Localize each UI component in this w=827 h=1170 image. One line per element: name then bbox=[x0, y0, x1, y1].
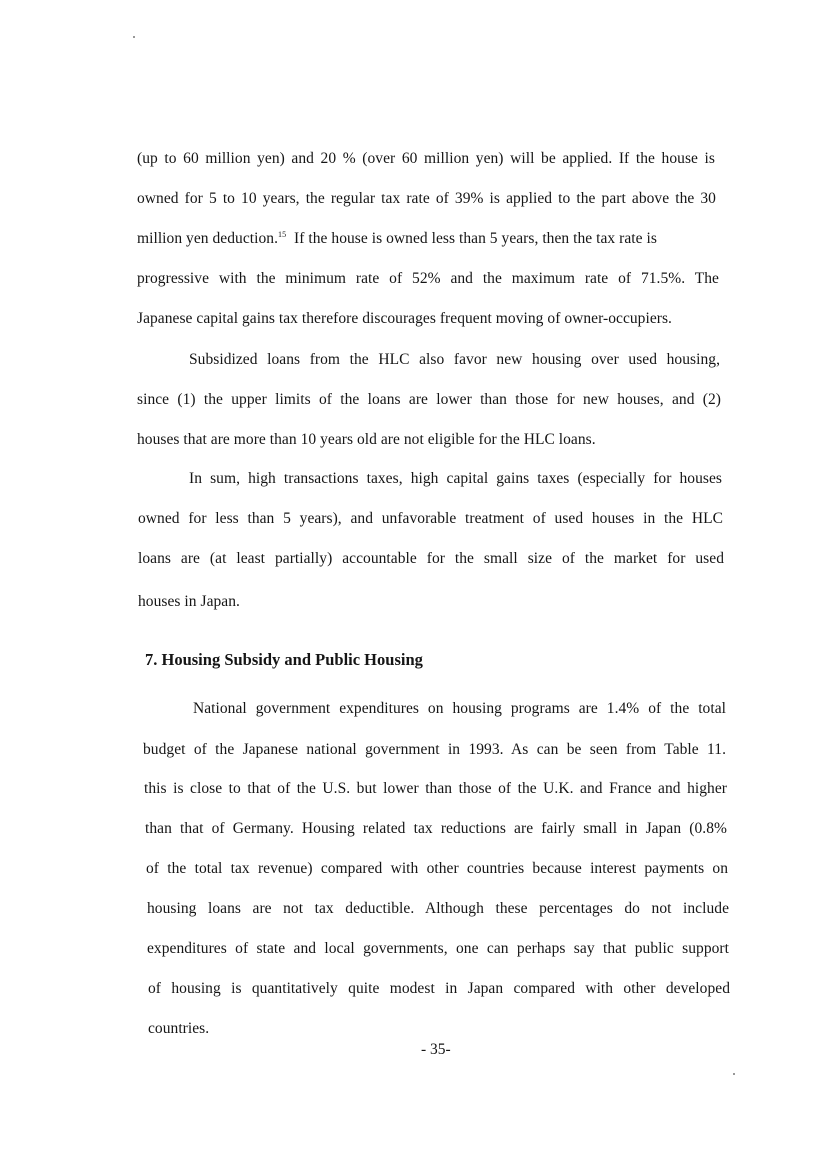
body-text-line: Subsidized loans from the HLC also favor new housing over used housing, bbox=[189, 351, 720, 368]
body-text-line: progressive with the minimum rate of 52% and the maximum rate of 71.5%. The bbox=[137, 270, 719, 287]
body-text-line: National government expenditures on housing programs are 1.4% of the total bbox=[193, 700, 726, 717]
body-text-line: houses in Japan. bbox=[138, 593, 240, 610]
body-text-line: In sum, high transactions taxes, high capital gains taxes (especially for houses bbox=[189, 470, 722, 487]
body-text-line: this is close to that of the U.S. but lower than those of the U.K. and France and higher bbox=[144, 780, 727, 797]
section-heading: 7. Housing Subsidy and Public Housing bbox=[145, 650, 423, 669]
body-text-line: loans are (at least partially) accountable for the small size of the market for used bbox=[138, 550, 724, 567]
footnote-reference: 15 bbox=[278, 230, 287, 239]
body-text-line: budget of the Japanese national government in 1993. As can be seen from Table 11. bbox=[143, 741, 726, 758]
body-text-line bbox=[137, 229, 718, 249]
body-text-line: of housing is quantitatively quite modest in Japan compared with other developed bbox=[148, 980, 730, 997]
body-text-line: countries. bbox=[148, 1020, 210, 1037]
body-text-segment: If the house is owned less than 5 years, then the tax rate is bbox=[290, 230, 657, 247]
body-text-line: housing loans are not tax deductible. Although these percentages do not include bbox=[147, 900, 729, 917]
body-text-line: of the total tax revenue) compared with other countries because interest payments on bbox=[146, 860, 728, 877]
body-text-line: owned for less than 5 years), and unfavorable treatment of used houses in the HLC bbox=[138, 510, 723, 527]
scan-speck bbox=[733, 1073, 735, 1075]
body-text-line: (up to 60 million yen) and 20 % (over 60 million yen) will be applied. If the house is bbox=[137, 150, 715, 167]
body-text-segment: million yen deduction. bbox=[137, 230, 279, 247]
scan-speck bbox=[133, 36, 135, 38]
body-text-line: than that of Germany. Housing related tax reductions are fairly small in Japan (0.8% bbox=[145, 820, 727, 837]
body-text-line: expenditures of state and local governments, one can perhaps say that public support bbox=[147, 940, 729, 957]
body-text-line: since (1) the upper limits of the loans are lower than those for new houses, and (2) bbox=[137, 391, 721, 408]
body-text-line: houses that are more than 10 years old are not eligible for the HLC loans. bbox=[137, 431, 596, 448]
page-number: - 35- bbox=[421, 1041, 451, 1058]
body-text-line: Japanese capital gains tax therefore discourages frequent moving of owner-occupiers. bbox=[137, 310, 672, 327]
body-text-line: owned for 5 to 10 years, the regular tax rate of 39% is applied to the part above the 30 bbox=[137, 190, 716, 207]
